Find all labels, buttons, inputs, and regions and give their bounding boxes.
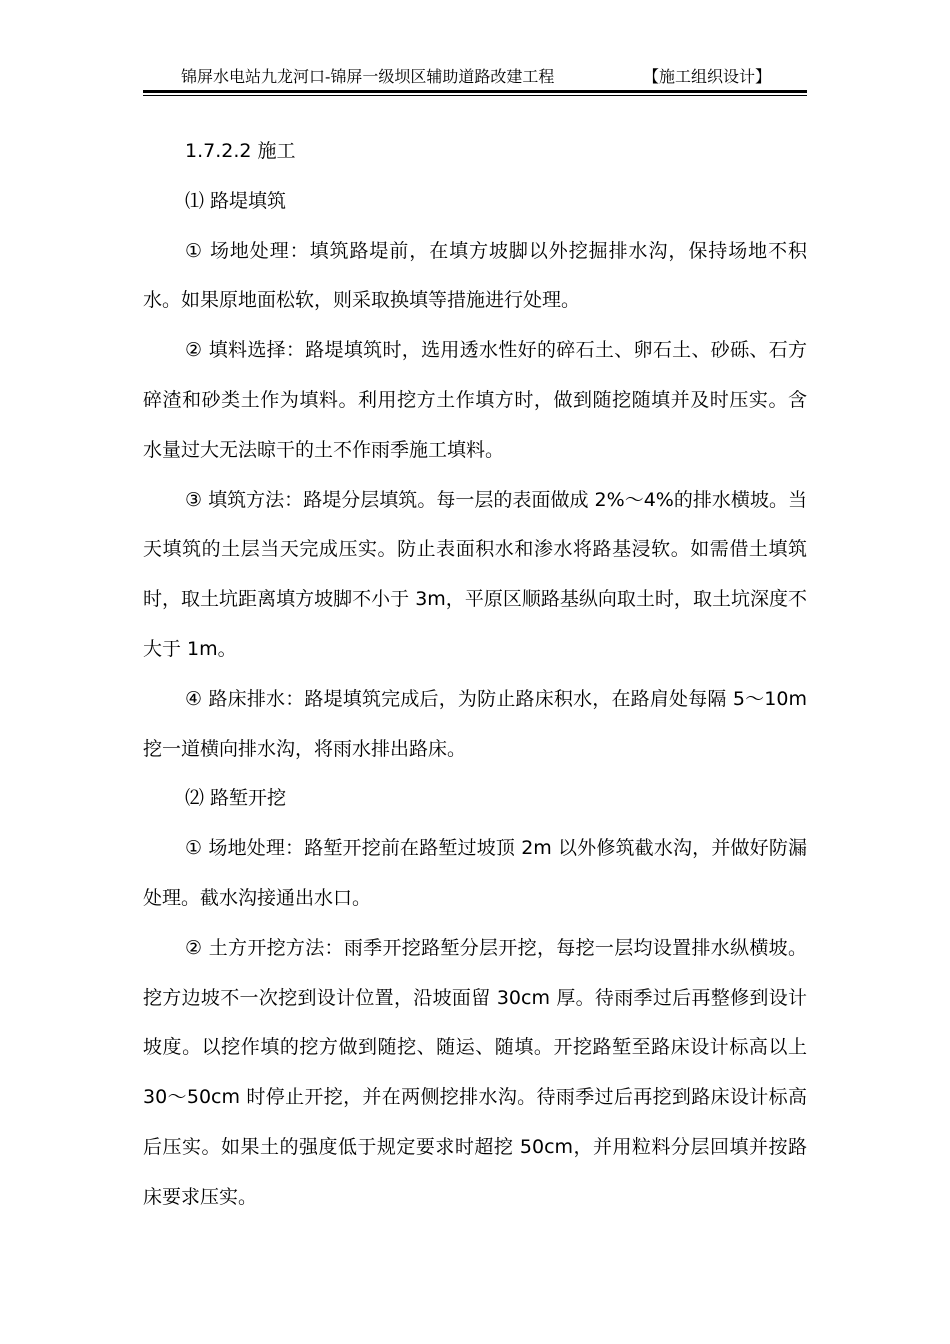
paragraph-fill-material: ② 填料选择：路堤填筑时，选用透水性好的碎石土、卵石土、砂砾、石方碎渣和砂类土作为填料。利用挖方土作填方时，做到随挖随填并及时压实。含水量过大无法晾干的土不作雨季施工填料。 [143, 339, 807, 461]
paragraph-earthwork-excavation: ② 土方开挖方法：雨季开挖路堑分层开挖，每挖一层均设置排水纵横坡。挖方边坡不一次挖到设计位置，沿坡面留 30cm 厚。待雨季过后再整修到设计坡度。以挖作填的挖方做到随挖、随运、随填。开挖路堑至路床设计标高以上 30～50cm 时停止开挖，并在两侧挖排水沟。待雨季过后再挖到路床设计标高后压实。如果土的强度低于规定要求时超挖 50cm，并用粒料分层回填并按路床要求压实。 [143, 936, 807, 1208]
paragraph-cutting-site-preparation: ① 场地处理：路堑开挖前在路堑过坡顶 2m 以外修筑截水沟，并做好防漏处理。截水沟接通出水口。 [143, 837, 807, 909]
paragraph-subgrade-drainage: ④ 路床排水：路堤填筑完成后，为防止路床积水，在路肩处每隔 5～10m 挖一道横向排水沟，将雨水排出路床。 [143, 687, 807, 760]
header-document-type: 【施工组织设计】 [643, 67, 772, 86]
page-header [143, 64, 807, 88]
subsection-heading-cutting: ⑵ 路堑开挖 [185, 787, 287, 810]
section-heading: 1.7.2.2 施工 [185, 140, 296, 162]
header-rule-thin [143, 95, 807, 96]
header-rule-thick [143, 90, 807, 93]
header-title: 锦屏水电站九龙河口-锦屏一级坝区辅助道路改建工程 [181, 67, 555, 86]
document-body [143, 127, 807, 1223]
paragraph-site-preparation: ① 场地处理：填筑路堤前，在填方坡脚以外挖掘排水沟，保持场地不积水。如果原地面松软，则采取换填等措施进行处理。 [143, 239, 807, 312]
paragraph-fill-method: ③ 填筑方法：路堤分层填筑。每一层的表面做成 2%～4%的排水横坡。当天填筑的土层当天完成压实。防止表面积水和渗水将路基浸软。如需借土填筑时，取土坑距离填方坡脚不小于 3m，平原区顺路基纵向取土时，取土坑深度不大于 1m。 [143, 488, 807, 660]
subsection-heading-embankment: ⑴ 路堤填筑 [185, 189, 287, 212]
